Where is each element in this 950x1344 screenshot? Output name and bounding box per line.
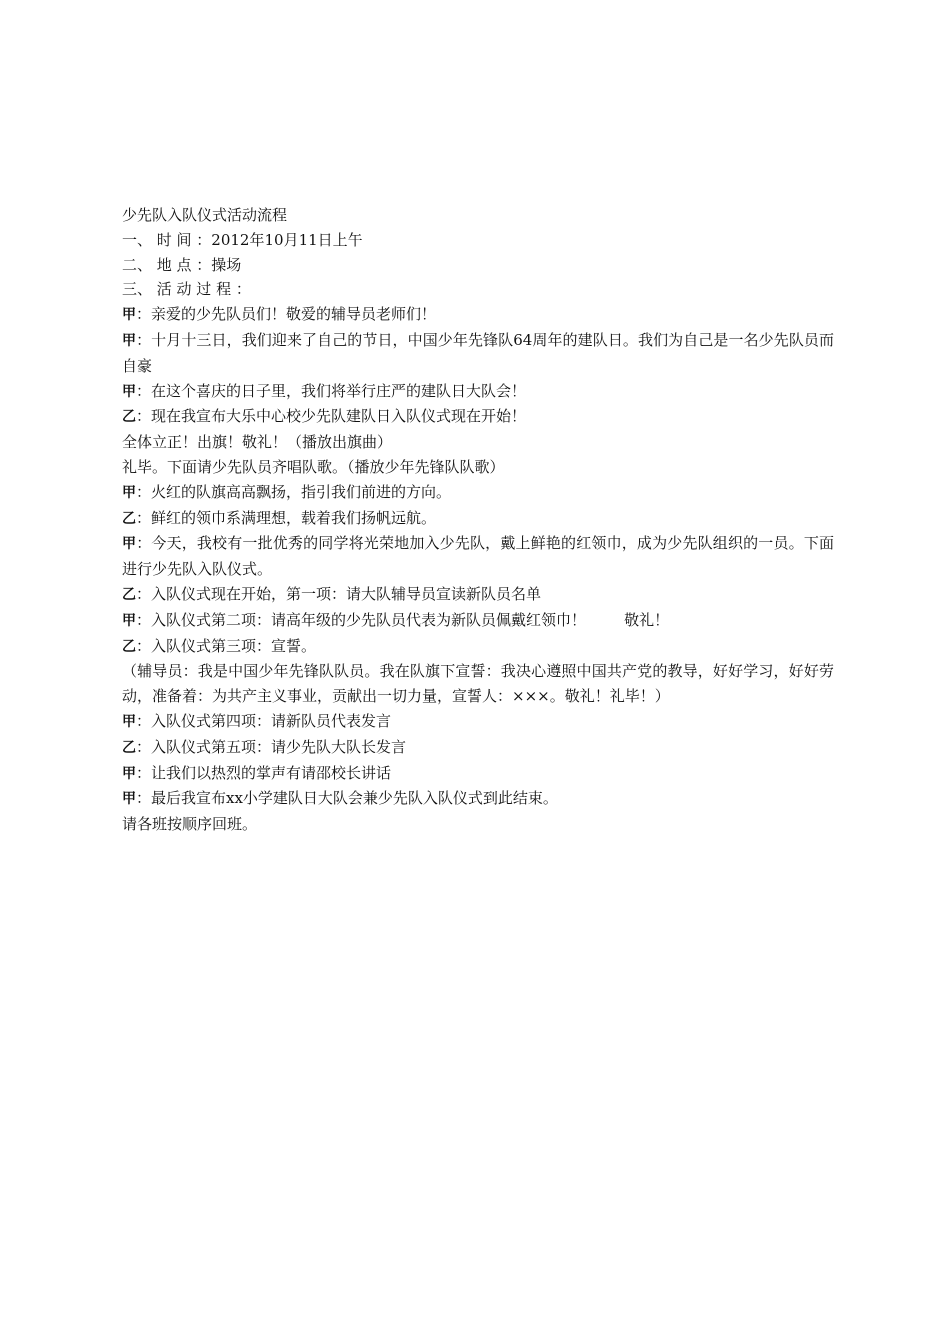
speaker-label: 甲 [122,713,136,730]
line-text: ：入队仪式第二项：请高年级的少先队员代表为新队员佩戴红领巾！ 敬礼！ [136,610,670,629]
info-process-heading: 三、 活 动 过 程 ： [122,280,251,299]
speaker-label: 甲 [122,765,136,782]
speaker-label: 甲 [122,791,136,808]
speaker-label: 甲 [122,612,136,629]
speaker-label: 乙 [122,586,136,603]
line-text: ：入队仪式第五项：请少先队大队长发言 [136,737,407,756]
script-line-13 [122,659,834,709]
script-line-14 [122,709,834,735]
speaker-label: 甲 [122,383,136,400]
line-text: ：亲爱的少先队员们！敬爱的辅导员老师们！ [136,305,437,324]
line-text: ：入队仪式现在开始，第一项：请大队辅导员宣读新队员名单 [136,584,542,603]
script-line-6 [122,455,834,480]
line-text: ：火红的队旗高高飘扬，指引我们前进的方向。 [136,482,452,501]
line-text: ：现在我宣布大乐中心校少先队建队日入队仪式现在开始！ [136,407,527,426]
speaker-label: 甲 [122,307,136,324]
line-text: ：入队仪式第四项：请新队员代表发言 [136,711,392,730]
info-place: 二、 地 点 ：操场 [122,255,242,274]
speaker-label: 乙 [122,510,136,527]
script-line-8 [122,506,834,532]
speaker-label: 乙 [122,409,136,426]
speaker-label: 甲 [122,536,137,553]
speaker-label: 甲 [122,484,136,501]
line-text: 礼毕。下面请少先队员齐唱队歌。（播放少年先锋队队歌） [122,457,505,476]
script-line-7 [122,480,834,506]
script-line-9 [122,531,834,582]
line-text: ：最后我宣布xx小学建队日大队会兼少先队入队仪式到此结束。 [136,789,558,808]
line-text: ：鲜红的领巾系满理想，载着我们扬帆远航。 [136,508,437,527]
script-line-5 [122,430,834,455]
script-line-10 [122,582,834,608]
script-line-17 [122,786,834,812]
line-text: ：让我们以热烈的掌声有请邵校长讲话 [136,763,392,782]
info-time: 一、 时 间 ：2012年10月11日上午 [122,230,363,249]
document-title: 少先队入队仪式活动流程 [122,206,288,224]
script-line-4 [122,404,834,430]
script-line-2 [122,328,834,379]
line-text: ：今天，我校有一批优秀的同学将光荣地加入少先队，戴上鲜艳的红领巾，成为少先队组织的一员。下面进行少先队入队仪式。 [122,534,835,579]
line-text: 全体立正！出旗！敬礼！（播放出旗曲） [122,433,393,452]
script-line-3 [122,379,834,405]
script-line-18 [122,812,834,837]
script-line-12 [122,634,834,660]
speaker-label: 乙 [122,638,136,655]
line-text: ：在这个喜庆的日子里，我们将举行庄严的建队日大队会！ [136,381,527,400]
speaker-label: 乙 [122,739,136,756]
document-body [122,203,834,837]
line-text: 请各班按顺序回班。 [122,815,258,834]
line-text: ：入队仪式第三项：宣誓。 [136,636,317,655]
script-line-11 [122,608,834,634]
script-line-15 [122,735,834,761]
line-text: ：十月十三日，我们迎来了自己的节日，中国少年先锋队64周年的建队日。我们为自己是一名少先队员而自豪 [122,330,835,375]
speaker-label: 甲 [122,332,137,349]
script-line-16 [122,761,834,787]
line-text: （辅导员：我是中国少年先锋队队员。我在队旗下宣誓：我决心遵照中国共产党的教导，好好学习，好好劳动，准备着：为共产主义事业，贡献出一切力量，宣誓人：×××。敬礼！礼毕！） [122,662,834,706]
script-line-1 [122,302,834,328]
